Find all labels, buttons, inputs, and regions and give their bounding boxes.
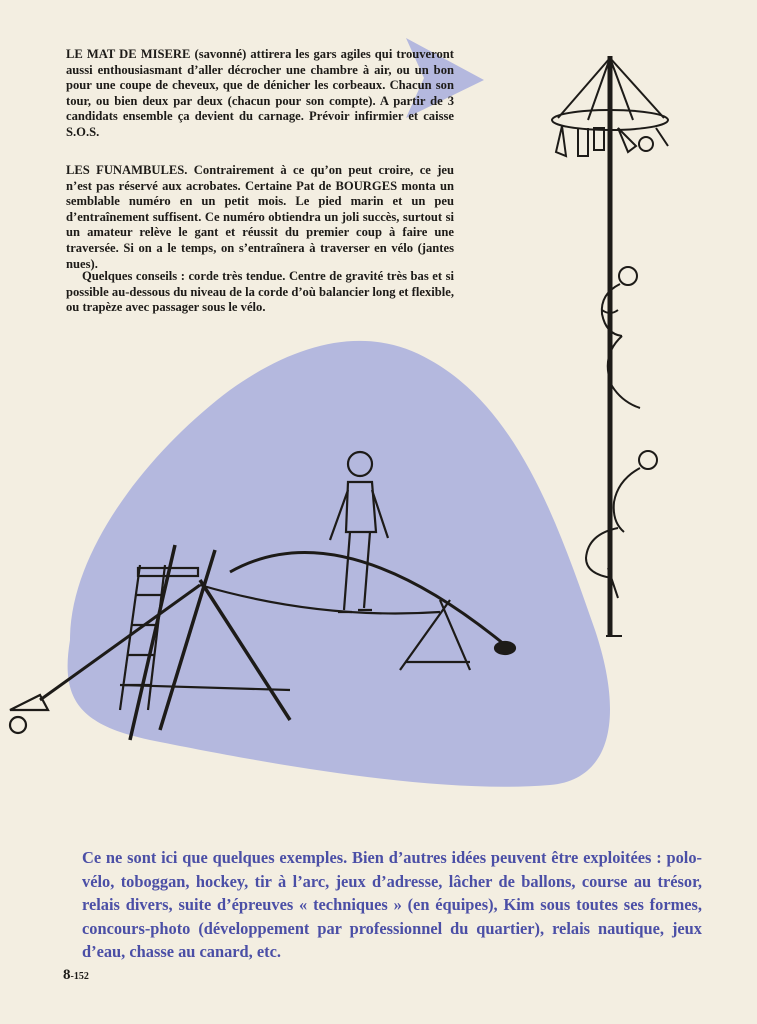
paragraph-lead-funambules: LES FUNAMBULES.: [66, 163, 188, 177]
paragraph-funambules: [66, 163, 454, 272]
paragraph-mat-de-misere: [66, 47, 454, 141]
paragraph-lead-mat: LE MAT DE MISERE: [66, 47, 191, 61]
bottom-summary-text: Ce ne sont ici que quelques exemples. Bien d’autres idées peuvent être exploitées : polo-vélo, toboggan, hockey, tir à l’arc, jeux d’adresse, lâcher de ballons, course au trésor, relais divers, suite d’épreuves « techniques » (en équipes), Kim sous toutes ses formes, concours-photo (développement par professionnel du quartier), relais nautique, jeux d’eau, chasse au canard, etc.: [82, 848, 702, 962]
page-number: [63, 967, 89, 984]
tightrope-walker-illustration: [0, 440, 530, 750]
page-number-sub: -152: [70, 971, 89, 982]
paragraph-conseils: Quelques conseils : corde très tendue. Centre de gravité très bas et si possible au-dessous du niveau de la corde d’où balancier long et flexible, ou trapèze avec passager sous le vélo.: [66, 269, 454, 315]
page-number-main: 8: [63, 967, 71, 983]
greasy-pole-illustration: [548, 48, 688, 648]
paragraph-text-mat: (savonné) attirera les gars agiles qui trouveront aussi enthousiasmant d’aller décrocher une chambre à air, ou un bon pour une coupe de cheveux, que de dénicher les corbeaux. Chacun son tour, ou bien deux par deux (chacun pour son compte). A partir de 3 candidats ensemble ça devient du carnage. Prévoir infirmier et caisse S.O.S.: [66, 47, 454, 139]
paragraph-text-funambules: Contrairement à ce qu’on peut croire, ce jeu n’est pas réservé aux acrobates. Certaine Pat de BOURGES monta un semblable numéro en un petit mois. Le pied marin et un peu d’entraînement suffisent. Ce numéro obtiendra un joli succès, surtout si un amateur relève le gant et réussit du premier coup à faire une traversée. Si on a le temps, on s’entraînera à traverser en vélo (jantes nues).: [66, 163, 455, 271]
